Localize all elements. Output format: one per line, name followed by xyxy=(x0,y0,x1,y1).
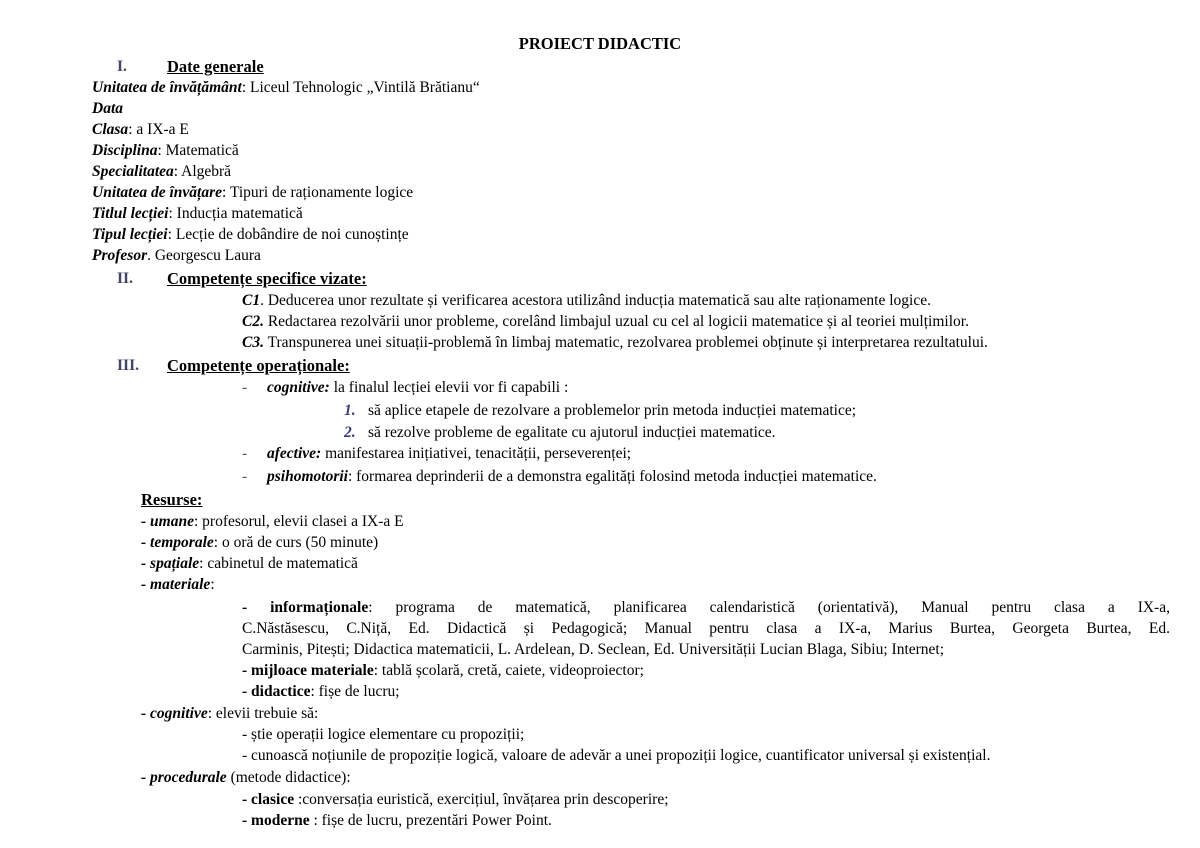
general-value: Algebră xyxy=(178,163,232,180)
operational-cognitive xyxy=(267,377,568,398)
resources-temporale-label: temporale xyxy=(150,534,214,551)
section-2-number: II. xyxy=(117,270,133,287)
resources-materiale: - materiale: xyxy=(141,576,215,593)
resources-info-label: informaționale xyxy=(270,599,369,616)
operational-afective-label: afective: xyxy=(267,445,322,462)
general-label: Data xyxy=(92,100,123,117)
resources-info-line1: : programa de matematică, planificarea calendaristică (orientativă), Manual pentru clasa a IX-a, xyxy=(368,599,1170,616)
competence-c2 xyxy=(242,311,969,332)
general-value: Matematică xyxy=(161,142,239,159)
section-1-number: I. xyxy=(117,58,127,75)
resources-moderne-text: : fișe de lucru, prezentări Power Point. xyxy=(309,812,552,829)
general-sep: : xyxy=(241,79,247,96)
resources-cognitive-item: - cunoască noțiunile de propoziție logică, valoare de adevăr a unei propoziții logice, cuantificator universal și existențial. xyxy=(242,747,991,764)
competence-c3 xyxy=(242,332,988,353)
resources-mijloace-text: : tablă școlară, cretă, caiete, videoproiector; xyxy=(373,662,644,679)
resources-procedurale: - procedurale (metode didactice): xyxy=(141,769,351,786)
competence-code: C3. xyxy=(242,334,264,351)
general-row-specialitatea xyxy=(92,161,231,182)
resources-info-line2: C.Năstăsescu, C.Niță, Ed. Didactică și Pedagogică; Manual pentru clasa a IX-a, Marius Burtea, Georgeta Burtea, Ed. xyxy=(242,620,1170,637)
bullet-dash-icon: - xyxy=(242,468,248,485)
resources-moderne-label: moderne xyxy=(251,812,310,829)
general-sep: : xyxy=(167,226,172,243)
general-row-disciplina xyxy=(92,140,239,161)
resources-info-line3: Carminis, Pitești; Didactica matematicii, L. Ardelean, D. Seclean, Ed. Universității Lucian Blaga, Sibiu; Internet; xyxy=(242,641,945,658)
resources-heading xyxy=(141,489,202,511)
section-3-title: Competențe operaționale: xyxy=(167,356,350,375)
resources-clasice-label: clasice xyxy=(251,791,295,808)
general-row-titlul xyxy=(92,203,303,224)
resources-mijloace-label: mijloace materiale xyxy=(251,662,374,679)
operational-afective xyxy=(267,443,631,464)
general-row-tipul xyxy=(92,224,409,245)
general-label: Profesor xyxy=(92,247,148,264)
operational-cognitive-text: la finalul lecției elevii vor fi capabili : xyxy=(329,379,569,396)
general-sep: . xyxy=(147,247,151,264)
competence-sep: . xyxy=(260,292,264,309)
general-value: Liceul Tehnologic „Vintilă Brătianu“ xyxy=(246,79,480,96)
competence-code: C1 xyxy=(242,292,261,309)
operational-item-text: să rezolve probleme de egalitate cu ajutorul inducției matematice. xyxy=(368,424,776,441)
competence-code: C2. xyxy=(242,313,264,330)
general-row-data xyxy=(92,98,123,119)
resources-mijloace: - mijloace materiale: tablă școlară, cretă, caiete, videoproiector; xyxy=(242,662,644,679)
operational-afective-text: manifestarea inițiativei, tenacității, perseverenței; xyxy=(321,445,632,462)
resources-didactice-text: : fișe de lucru; xyxy=(310,683,400,700)
bullet-dash-icon: - xyxy=(242,379,248,396)
resources-spatiale-label: spațiale xyxy=(150,555,200,572)
operational-psihomotorii xyxy=(267,466,877,487)
resources-cognitive: - cognitive: elevii trebuie să: xyxy=(141,705,319,722)
resources-heading-text: Resurse: xyxy=(141,490,203,509)
general-value: Tipuri de raționamente logice xyxy=(226,184,414,201)
general-sep: : xyxy=(128,121,133,138)
resources-umane-text: : profesorul, elevii clasei a IX-a E xyxy=(193,513,404,530)
competence-text: Redactarea rezolvării unor probleme, corelând limbajul uzual cu cel al logicii matematice și al teoriei mulțimilor. xyxy=(263,313,969,330)
operational-cognitive-label: cognitive: xyxy=(267,379,330,396)
competence-text: Transpunerea unei situații-problemă în limbaj matematic, rezolvarea problemei obținute și interpretarea rezultatului. xyxy=(263,334,988,351)
document-title: PROIECT DIDACTIC xyxy=(518,34,682,53)
general-sep: : xyxy=(168,205,173,222)
resources-umane: - umane: profesorul, elevii clasei a IX-a E xyxy=(141,513,404,530)
general-value: Georgescu Laura xyxy=(150,247,261,264)
general-sep: : xyxy=(157,142,162,159)
resources-temporale-text: : o oră de curs (50 minute) xyxy=(213,534,379,551)
resources-info-line-3 xyxy=(242,639,944,660)
operational-psiho-label: psihomotorii xyxy=(267,468,348,485)
general-row-clasa xyxy=(92,119,189,140)
operational-item-number: 1. xyxy=(344,402,356,419)
resources-procedurale-text: (metode didactice): xyxy=(226,769,351,786)
resources-cognitive-item: - știe operații logice elementare cu propoziții; xyxy=(242,726,525,743)
operational-item-number: 2. xyxy=(344,424,356,441)
resources-materiale-text: : xyxy=(210,576,215,593)
section-1-title: Date generale xyxy=(167,57,264,76)
general-label: Titlul lecției xyxy=(92,205,169,222)
general-value: Lecție de dobândire de noi cunoștințe xyxy=(171,226,409,243)
general-sep: : xyxy=(173,163,179,180)
resources-spatiale: - spațiale: cabinetul de matematică xyxy=(141,555,358,572)
bullet-dash-icon: - xyxy=(242,445,248,462)
general-value: Inducția matematică xyxy=(172,205,303,222)
resources-temporale: - temporale: o oră de curs (50 minute) xyxy=(141,534,379,551)
general-row-unitatea-invatare xyxy=(92,182,413,203)
general-row-profesor xyxy=(92,245,261,266)
section-2-title: Competențe specifice vizate: xyxy=(167,269,367,288)
resources-didactice-label: didactice xyxy=(251,683,311,700)
general-label: Disciplina xyxy=(92,142,158,159)
resources-moderne: - moderne : fișe de lucru, prezentări Power Point. xyxy=(242,812,552,829)
resources-cognitive-text: : elevii trebuie să: xyxy=(207,705,319,722)
general-label: Clasa xyxy=(92,121,129,138)
general-sep: : xyxy=(222,184,227,201)
operational-item-text: să aplice etapele de rezolvare a problemelor prin metoda inducției matematice; xyxy=(368,402,857,419)
general-label: Unitatea de învățământ xyxy=(92,79,242,96)
general-label: Unitatea de învățare xyxy=(92,184,223,201)
resources-info-line-1: - informaționale: programa de matematică, planificarea calendaristică (orientativă), Manual pentru clasa a IX-a, xyxy=(242,599,1170,616)
general-value: a IX-a E xyxy=(132,121,189,138)
resources-materiale-label: materiale xyxy=(150,576,211,593)
resources-procedurale-label: procedurale xyxy=(150,769,227,786)
resources-info-line-2 xyxy=(242,618,1170,639)
competence-text: Deducerea unor rezultate și verificarea acestora utilizând inducția matematică sau alte raționamente logice. xyxy=(263,292,931,309)
resources-didactice: - didactice: fișe de lucru; xyxy=(242,683,400,700)
resources-clasice: - clasice :conversația euristică, exercițiul, învățarea prin descoperire; xyxy=(242,791,669,808)
general-row-unitate xyxy=(92,77,480,98)
competence-c1 xyxy=(242,290,931,311)
general-label: Specialitatea xyxy=(92,163,174,180)
section-3-number: III. xyxy=(117,357,139,374)
resources-umane-label: umane xyxy=(150,513,194,530)
resources-spatiale-text: : cabinetul de matematică xyxy=(199,555,358,572)
operational-psiho-text: : formarea deprinderii de a demonstra egalități folosind metoda inducției matematice. xyxy=(347,468,877,485)
resources-cognitive-label: cognitive xyxy=(150,705,208,722)
general-label: Tipul lecției xyxy=(92,226,168,243)
resources-clasice-text: :conversația euristică, exercițiul, învățarea prin descoperire; xyxy=(294,791,669,808)
